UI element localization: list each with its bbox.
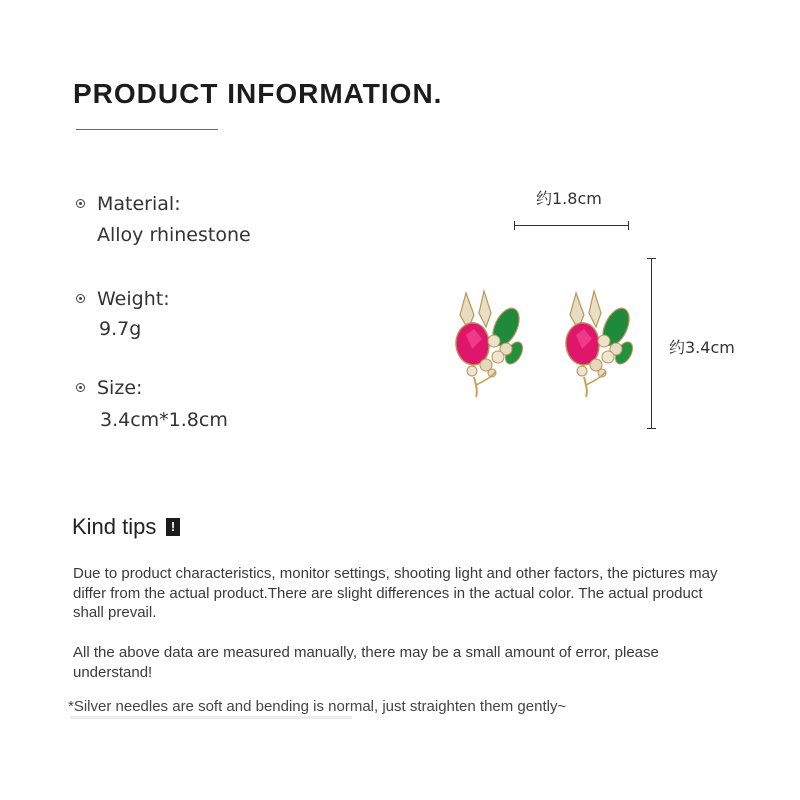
spec-value: Alloy rhinestone bbox=[97, 224, 251, 246]
earring-right-image bbox=[558, 285, 638, 400]
title-divider bbox=[76, 129, 218, 130]
width-dimension-line bbox=[514, 225, 629, 226]
bullet-icon bbox=[76, 199, 85, 208]
page-title: PRODUCT INFORMATION. bbox=[73, 78, 443, 109]
height-dimension-line bbox=[651, 258, 652, 429]
bullet-icon bbox=[76, 294, 85, 303]
tips-heading: Kind tips bbox=[72, 514, 157, 539]
spec-value: 3.4cm*1.8cm bbox=[100, 409, 228, 431]
spec-label: Weight: bbox=[97, 288, 170, 310]
tips-paragraph: All the above data are measured manually, there may be a small amount of error, please understand! bbox=[73, 644, 659, 681]
spec-label: Material: bbox=[97, 193, 181, 215]
spec-value: 9.7g bbox=[99, 318, 142, 340]
width-dimension-label: 约1.8cm bbox=[536, 189, 602, 208]
spec-label: Size: bbox=[97, 377, 143, 399]
earring-left-image bbox=[448, 285, 528, 400]
height-dimension-label: 约3.4cm bbox=[669, 338, 735, 357]
exclamation-icon: ! bbox=[166, 518, 180, 536]
tips-paragraph: Due to product characteristics, monitor settings, shooting light and other factors, the pictures may differ from the actual product.There are slight differences in the actual color. The actual product shall prevail. bbox=[73, 565, 718, 621]
note-highlight bbox=[70, 716, 352, 719]
silver-needle-note: *Silver needles are soft and bending is normal, just straighten them gently~ bbox=[68, 698, 567, 715]
bullet-icon bbox=[76, 383, 85, 392]
